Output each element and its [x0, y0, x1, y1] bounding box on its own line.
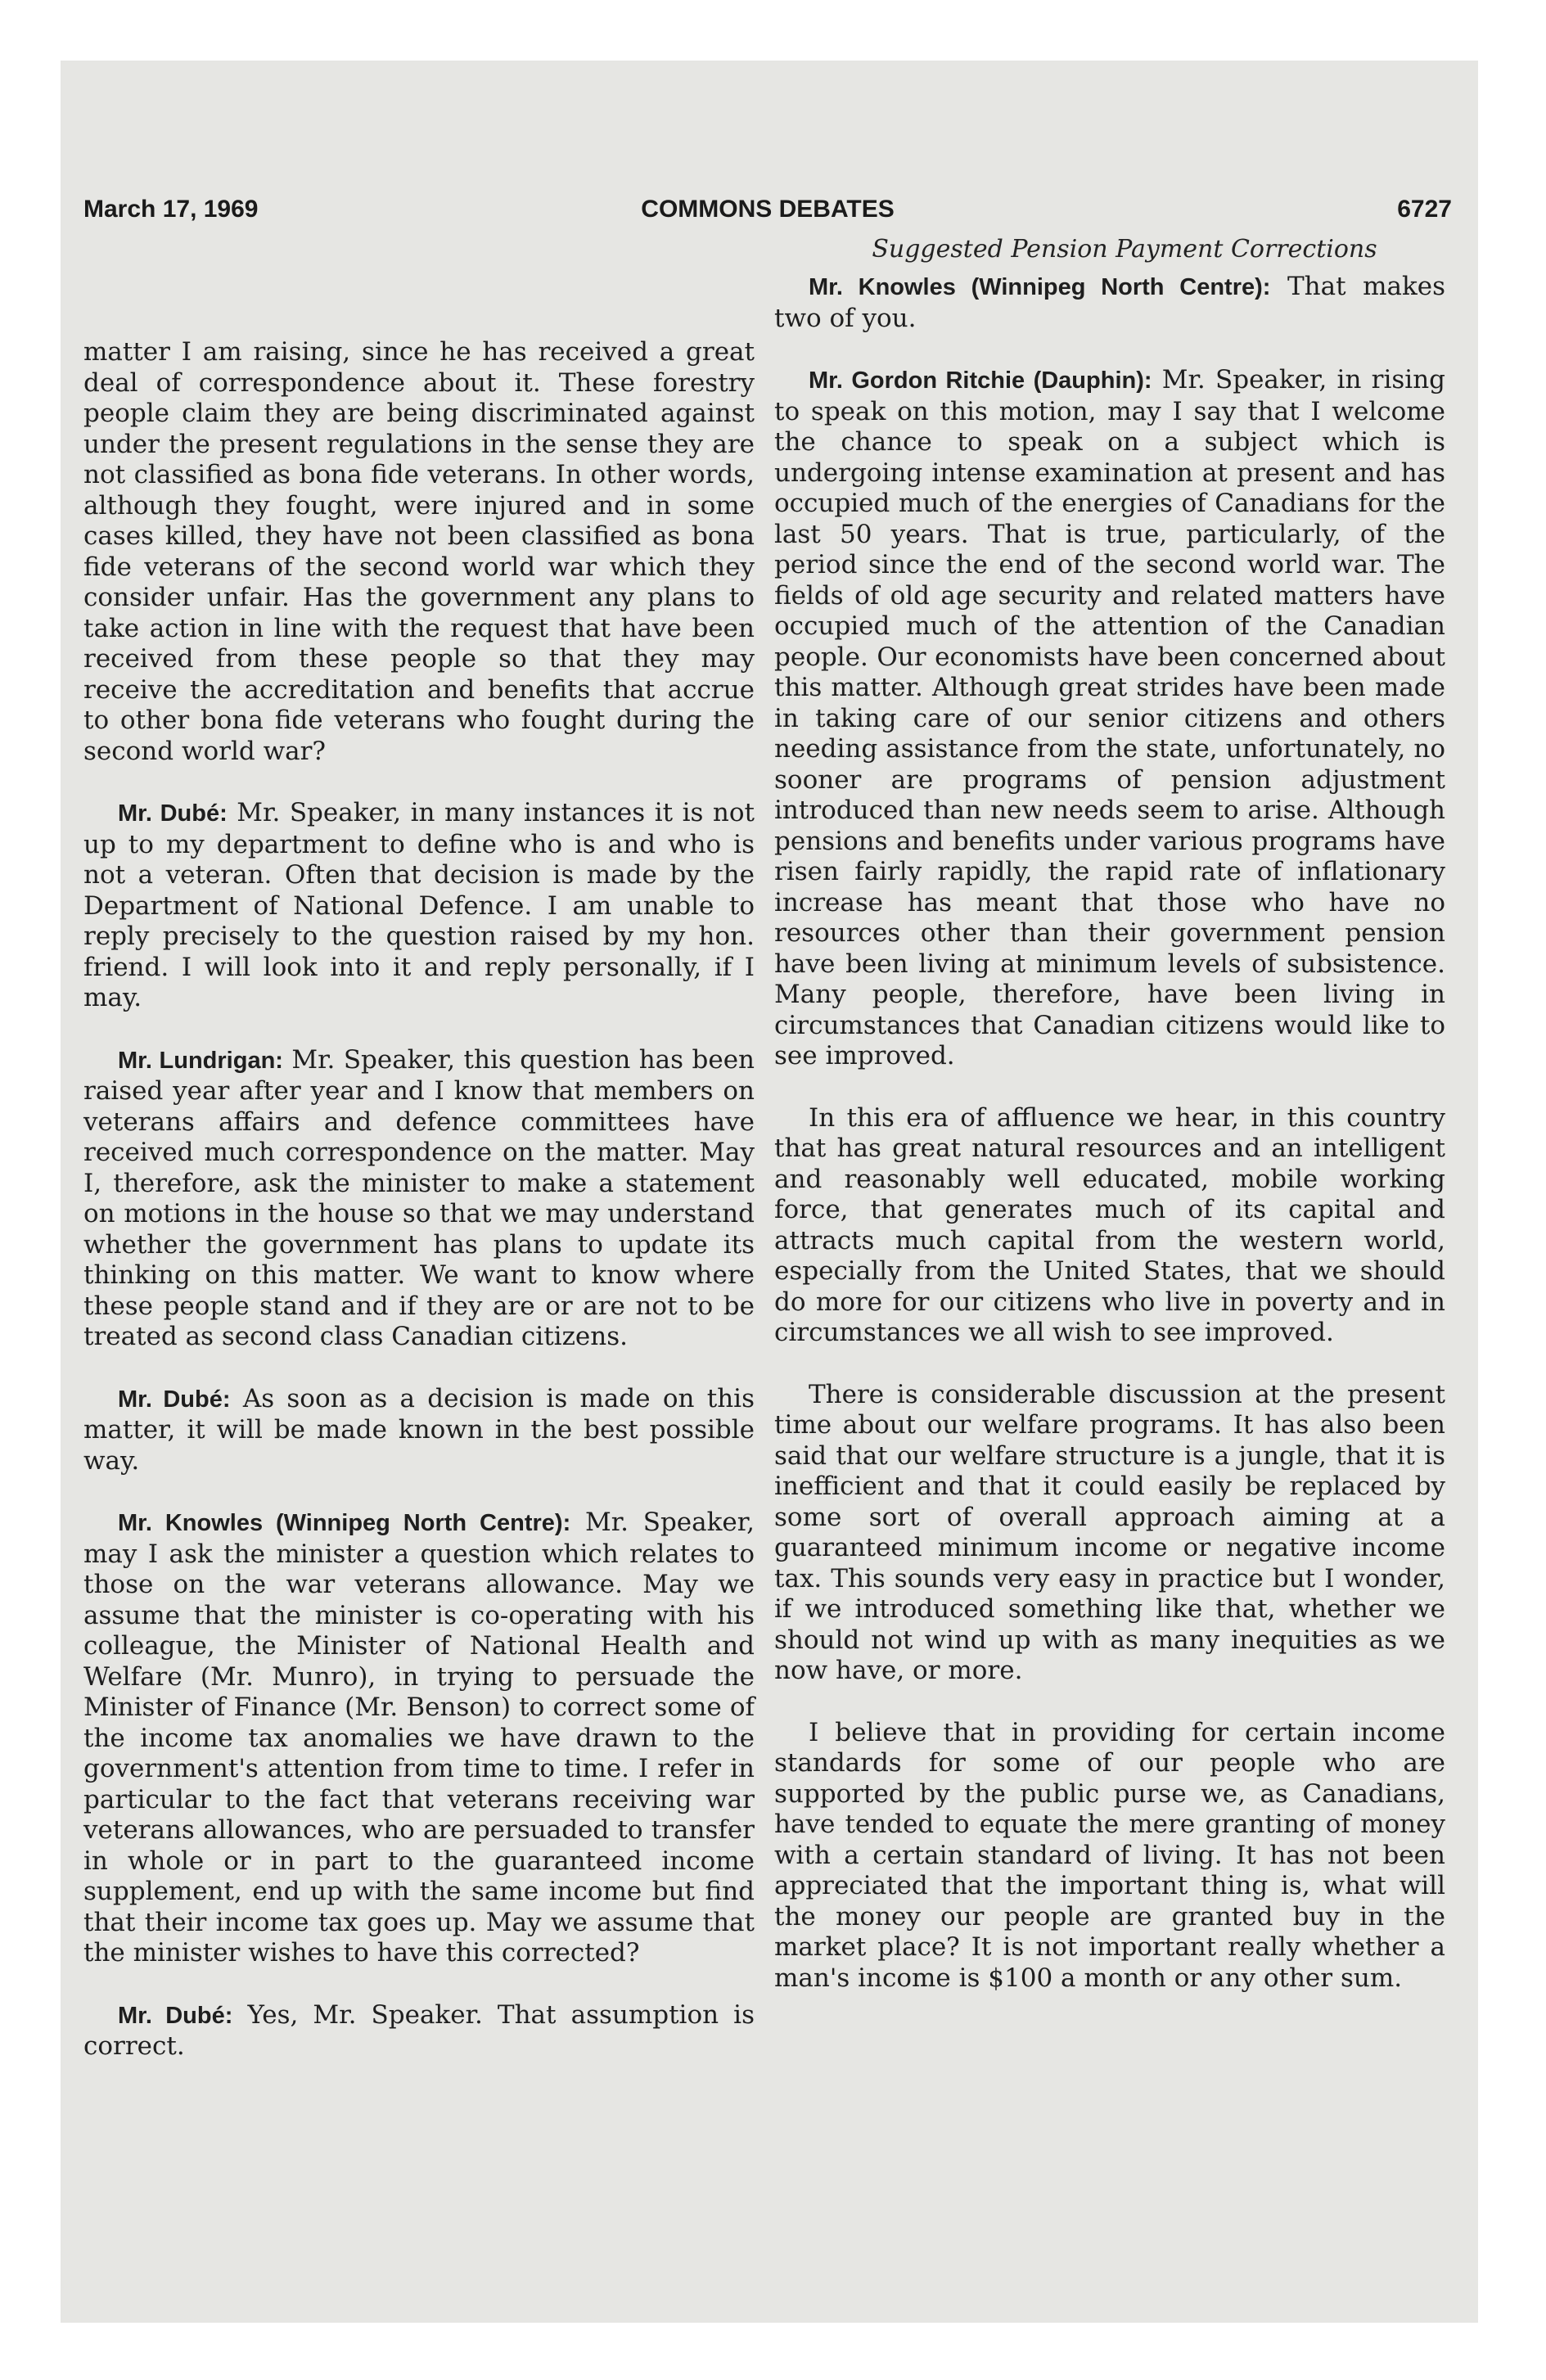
paragraph: Mr. Knowles (Winnipeg North Centre): That makes two of you. [774, 272, 1445, 333]
speaker-name: Mr. Gordon Ritchie (Dauphin): [809, 367, 1152, 394]
paragraph: Mr. Lundrigan: Mr. Speaker, this question has been raised year after year and I know that members on veterans affairs and defence committees have received much correspondence on the matter. May I, therefore, ask the minister to make a statement on motions in the house so that we may understand whether the government has plans to update its thinking on this matter. We want to know where these people stand and if they are or are not to be treated as second class Canadian citizens. [83, 1044, 755, 1351]
speaker-name: Mr. Knowles (Winnipeg North Centre): [809, 274, 1271, 300]
paragraph: I believe that in providing for certain income standards for some of our people who are supported by the public purse we, as Canadians, have tended to equate the mere granting of money with a certain standard of living. It has not been appreciated that the important thing is, what will the money our people are granted buy in the market place? It is not important really whether a man's income is $100 a month or any other sum. [774, 1717, 1445, 1993]
paragraph: Mr. Dubé: Mr. Speaker, in many instances it is not up to my department to define who is and who is not a veteran. Often that decision is made by the Department of National Defence. I am unable to reply precisely to the question raised by my hon. friend. I will look into it and reply personally, if I may. [83, 798, 755, 1012]
paragraph: There is considerable discussion at the present time about our welfare programs. It has also been said that our welfare structure is a jungle, that it is inefficient and that it could easily be replaced by some sort of overall approach aiming at a guaranteed minimum income or negative income tax. This sounds very easy in practice but I wonder, if we introduced something like that, whether we should not wind up with as many inequities as we now have, or more. [774, 1379, 1445, 1685]
left-column [83, 272, 755, 2094]
speaker-name: Mr. Dubé: [118, 800, 228, 827]
speaker-name: Mr. Dubé: [118, 1386, 231, 1413]
speaker-name: Mr. Dubé: [118, 2002, 233, 2029]
paragraph: matter I am raising, since he has received a great deal of correspondence about it. These forestry people claim they are being discriminated against under the present regulations in the sense they are not classified as bona fide veterans. In other words, although they fought, were injured and in some cases killed, they have not been classified as bona fide veterans of the second world war which they consider unfair. Has the government any plans to take action in line with the request that have been received from these people so that they may receive the accreditation and benefits that accrue to other bona fide veterans who fought during the second world war? [83, 337, 755, 766]
header-date: March 17, 1969 [83, 196, 259, 223]
speaker-name: Mr. Lundrigan: [118, 1047, 283, 1074]
header-publication: COMMONS DEBATES [641, 196, 895, 223]
paragraph: Mr. Dubé: Yes, Mr. Speaker. That assumption is correct. [83, 1999, 755, 2061]
right-column [774, 272, 1445, 2025]
paragraph: Mr. Dubé: As soon as a decision is made on this matter, it will be made known in the best possible way. [83, 1383, 755, 1476]
page-sheet [61, 61, 1478, 2323]
paragraph: In this era of affluence we hear, in this country that has great natural resources and an intelligent and reasonably well educated, mobile working force, that generates much of its capital and attracts much capital from the western world, especially from the United States, that we should do more for our citizens who live in poverty and in circumstances we all wish to see improved. [774, 1102, 1445, 1347]
running-subtitle: Suggested Pension Payment Corrections [872, 235, 1377, 264]
speaker-name: Mr. Knowles (Winnipeg North Centre): [118, 1510, 571, 1536]
page-header [83, 196, 1452, 235]
paragraph: Mr. Gordon Ritchie (Dauphin): Mr. Speaker, in rising to speak on this motion, may I say that I welcome the chance to speak on a subject which is undergoing intense examination at present and has occupied much of the energies of Canadians for the last 50 years. That is true, particularly, of the period since the end of the second world war. The fields of old age security and related matters have occupied much of the attention of the Canadian people. Our economists have been concerned about this matter. Although great strides have been made in taking care of our senior citizens and others needing assistance from the state, unfortunately, no sooner are programs of pension adjustment introduced than new needs seem to arise. Although pensions and benefits under various programs have risen fairly rapidly, the rapid rate of inflationary increase has meant that those who have no resources other than their government pension have been living at minimum levels of subsistence. Many people, therefore, have been living in circumstances that Canadian citizens would like to see improved. [774, 365, 1446, 1071]
header-page-number: 6727 [1397, 196, 1452, 223]
paragraph: Mr. Knowles (Winnipeg North Centre): Mr. Speaker, may I ask the minister a question which relates to those on the war veterans allowance. May we assume that the minister is co-operating with his colleague, the Minister of National Health and Welfare (Mr. Munro), in trying to persuade the Minister of Finance (Mr. Benson) to correct some of the income tax anomalies we have drawn to the government's attention from time to time. I refer in particular to the fact that veterans receiving war veterans allowances, who are persuaded to transfer in whole or in part to the guaranteed income supplement, end up with the same income but find that their income tax goes up. May we assume that the minister wishes to have this corrected? [83, 1508, 755, 1968]
